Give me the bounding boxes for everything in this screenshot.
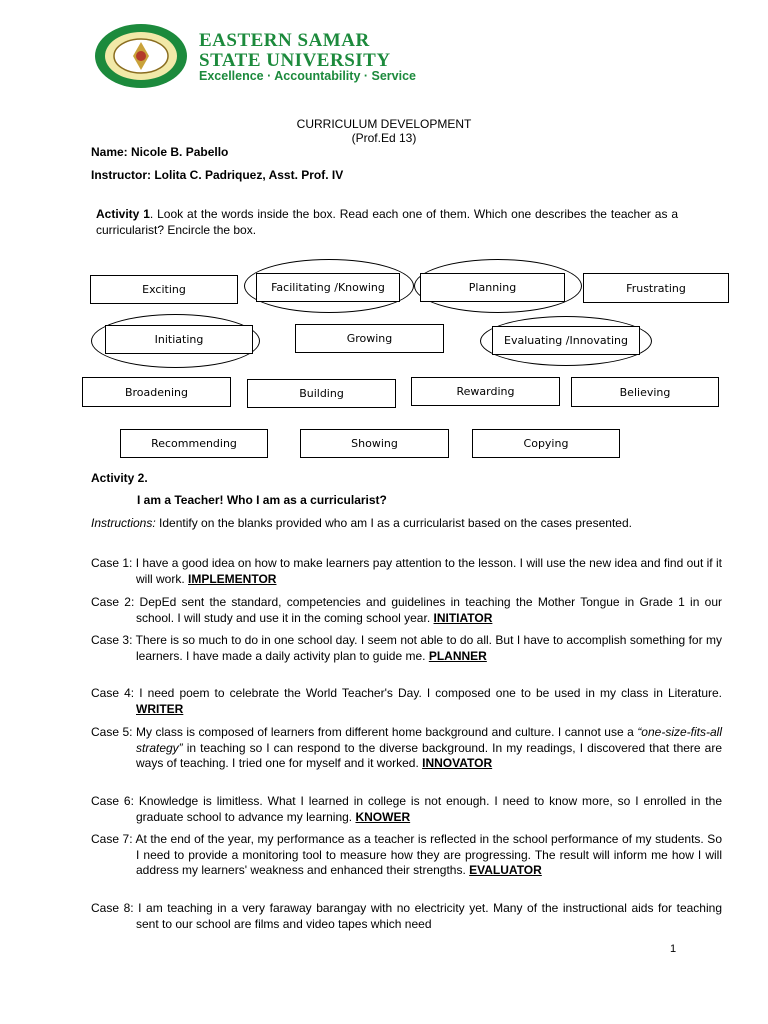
case-text: Case 7: At the end of the year, my performance as a teacher is reflected in the school performance of my students. So I need to provide a monitoring tool to measure how they are progressing. The result will inform me how I will address my learners' weakness and enhanced their strengths. [91,832,722,877]
case-answer: INITIATOR [433,610,493,625]
university-motto: Excellence · Accountability · Service [199,69,416,83]
word-box-evaluating-innovating: Evaluating /Innovating [492,326,640,355]
case-item [91,686,722,717]
word-box-recommending: Recommending [120,429,268,458]
word-box-growing: Growing [295,324,444,353]
case-text: Case 4: I need poem to celebrate the World Teacher's Day. I composed one to be used in my class in Literature. [91,686,722,700]
document-subtitle: (Prof.Ed 13) [351,131,417,145]
case-answer: IMPLEMENTOR [188,571,277,586]
word-box-initiating: Initiating [105,325,253,354]
activity2-instructions [91,516,677,532]
case-answer: KNOWER [355,809,411,824]
word-box-copying: Copying [472,429,620,458]
case-answer: WRITER [136,701,184,716]
case-italic-phrase: “one-size-fits-all strategy” [136,725,722,755]
case-item [91,725,722,772]
word-box-rewarding: Rewarding [411,377,560,406]
case-text: Case 3: There is so much to do in one school day. I seem not able to do all. But I have to accomplish something for my learners. I have made a daily activity plan to guide me. [91,633,722,663]
case-text: Case 2: DepEd sent the standard, competencies and guidelines in teaching the Mother Tongue in Grade 1 in our school. I will study and use it in the coming school year. [91,595,722,625]
activity1-text: . Look at the words inside the box. Read each one of them. Which one describes the teacher as a curricularist? Encircle the box. [96,207,678,237]
instructor-name: Instructor: Lolita C. Padriquez, Asst. Prof. IV [91,168,344,182]
case-answer: PLANNER [428,648,487,663]
case-item [91,595,722,626]
word-box-planning: Planning [420,273,565,302]
case-text: Case 6: Knowledge is limitless. What I learned in college is not enough. I need to know more, so I enrolled in the graduate school to advance my learning. [91,794,722,824]
word-box-broadening: Broadening [82,377,231,407]
case-text: Case 8: I am teaching in a very faraway barangay with no electricity yet. Many of the instructional aids for teaching sent to our school are films and video tapes which need [91,901,722,931]
case-text: in teaching so I can respond to the diverse background. In my readings, I discovered that there are ways of teaching. I tried one for myself and it worked. [136,740,722,770]
case-item [91,901,722,932]
case-item [91,832,722,879]
case-answer: INNOVATOR [422,756,493,770]
case-item [91,633,722,664]
case-item [91,794,722,825]
activity2-heading: I am a Teacher! Who I am as a curricularist? [137,493,387,507]
word-box-exciting: Exciting [90,275,238,304]
word-box-frustrating: Frustrating [583,273,729,303]
university-name-line1: EASTERN SAMAR [199,30,370,51]
case-text: Case 5: My class is composed of learners from different home background and culture. I cannot use a [91,725,638,739]
activity1-label: Activity 1 [96,207,150,221]
university-name [199,31,391,71]
page-number: 1 [670,943,677,955]
case-item [91,556,722,587]
case-answer: EVALUATOR [469,863,542,877]
word-box-facilitating-knowing: Facilitating /Knowing [256,273,400,302]
word-box-believing: Believing [571,377,719,407]
word-box-building: Building [247,379,396,408]
student-name: Name: Nicole B. Pabello [91,145,229,159]
university-seal-icon [93,22,189,90]
activity2-label: Activity 2. [91,471,148,485]
instructions-text: Identify on the blanks provided who am I as a curricularist based on the cases presented. [155,516,632,530]
university-name-line2: STATE UNIVERSITY [199,50,391,71]
case-text: Case 1: I have a good idea on how to make learners pay attention to the lesson. I will use the new idea and find out if it will work. [91,556,722,586]
activity1-instructions [96,207,678,238]
word-box-showing: Showing [300,429,449,458]
document-title: CURRICULUM DEVELOPMENT [296,117,472,131]
instructions-label: Instructions: [91,516,156,530]
